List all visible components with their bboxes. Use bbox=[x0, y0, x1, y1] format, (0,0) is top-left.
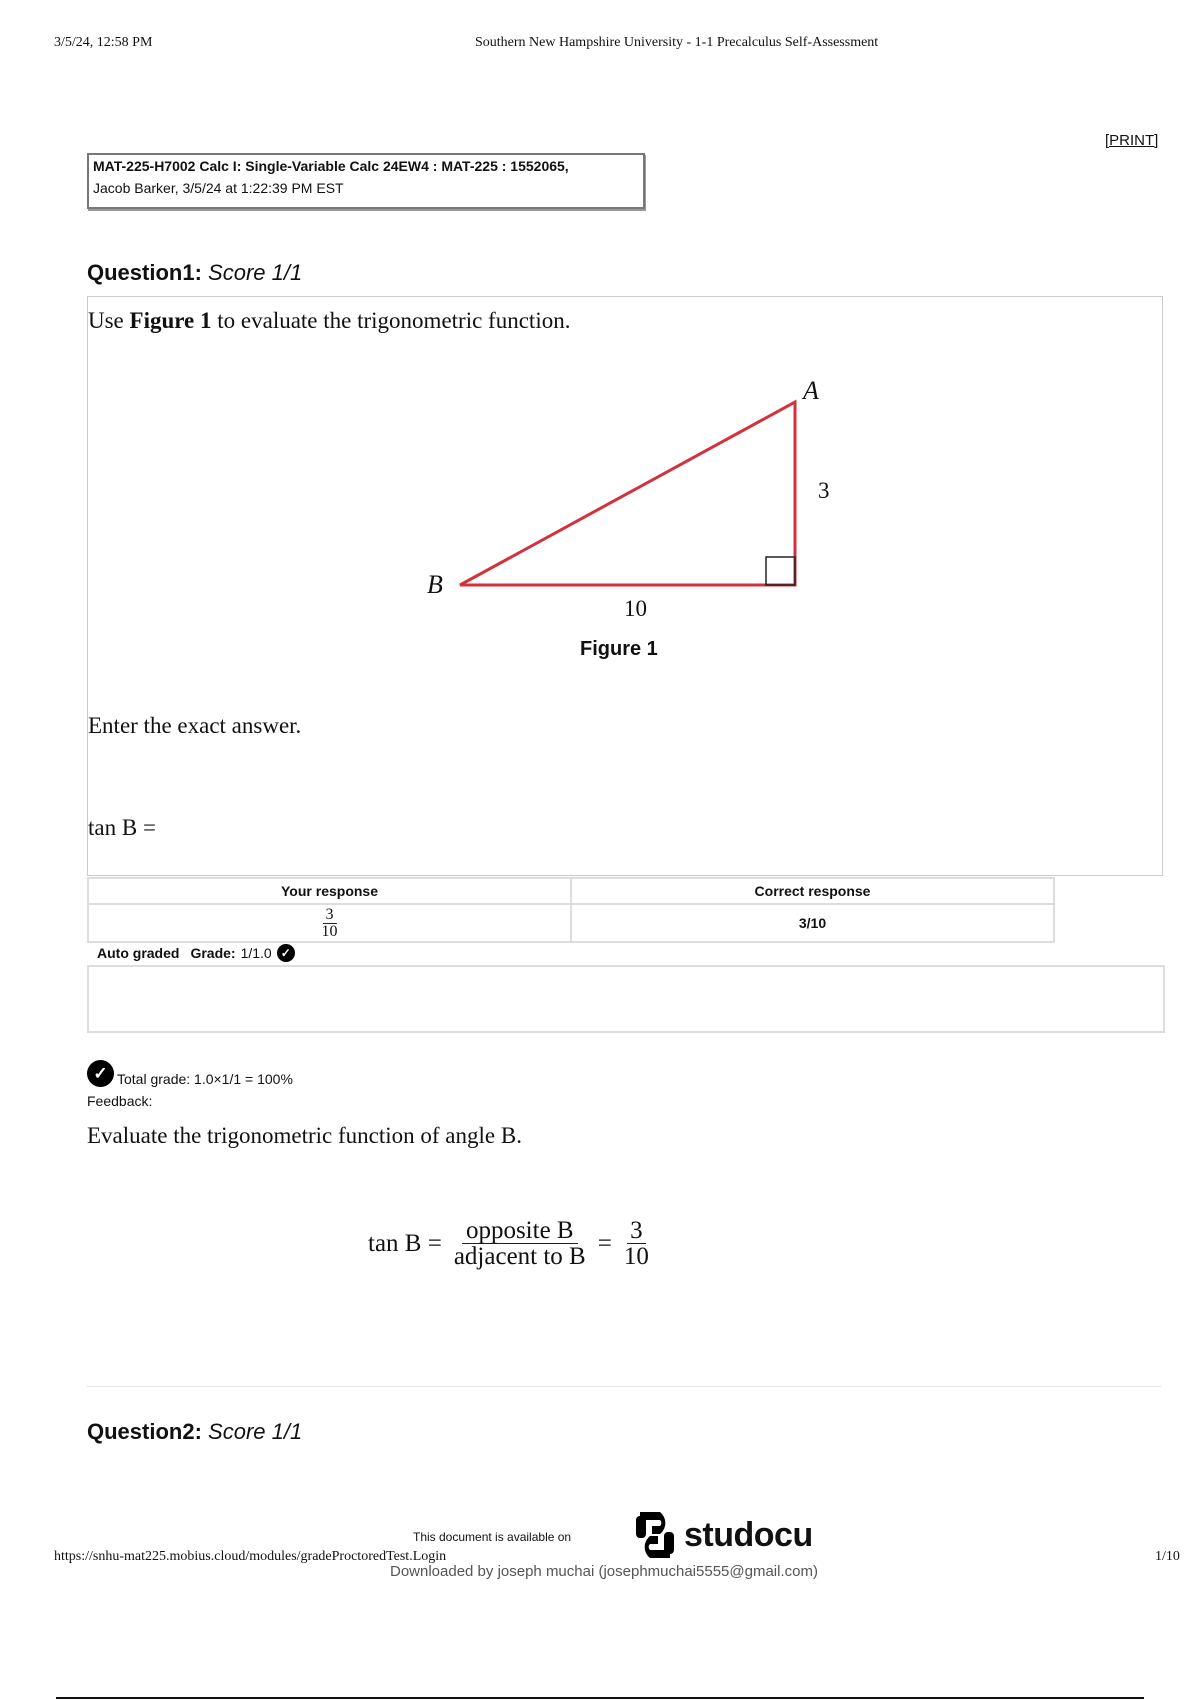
grade-label: Grade: bbox=[190, 945, 236, 961]
fraction-denominator: 10 bbox=[321, 922, 338, 940]
feedback-formula bbox=[368, 1218, 649, 1269]
figure-caption: Figure 1 bbox=[580, 638, 658, 660]
response-table bbox=[87, 877, 1055, 943]
grade-line bbox=[97, 944, 295, 962]
check-circle-icon: ✓ bbox=[277, 944, 295, 962]
page-number: 1/10 bbox=[1155, 1549, 1180, 1564]
side-opposite-label: 3 bbox=[818, 478, 830, 503]
question2-score: Score 1/1 bbox=[208, 1419, 303, 1444]
studocu-brand: studocu bbox=[684, 1515, 813, 1554]
instruction-text: Enter the exact answer. bbox=[88, 713, 302, 738]
total-grade: Total grade: 1.0×1/1 = 100% bbox=[117, 1070, 293, 1087]
vertex-b-label: B bbox=[427, 570, 443, 599]
page-bottom-rule bbox=[56, 1697, 1144, 1699]
figure-1-triangle bbox=[0, 0, 1200, 700]
downloaded-by: Downloaded by joseph muchai (josephmuchai5555@gmail.com) bbox=[390, 1563, 818, 1580]
check-circle-icon: ✓ bbox=[87, 1060, 114, 1087]
feedback-text: Evaluate the trigonometric function of angle B. bbox=[87, 1123, 522, 1148]
correct-response-value: 3/10 bbox=[571, 904, 1054, 942]
fraction-numerator: 3 bbox=[323, 907, 337, 924]
figure-reference: Figure 1 bbox=[129, 308, 212, 333]
result-numerator: 3 bbox=[627, 1218, 646, 1244]
course-title: MAT-225-H7002 Calc I: Single-Variable Calc 24EW4 : MAT-225 : 1552065, bbox=[93, 158, 569, 174]
your-response-value bbox=[88, 904, 571, 942]
formula-denominator: adjacent to B bbox=[453, 1243, 586, 1270]
total-grade-line bbox=[87, 1060, 293, 1087]
comment-box bbox=[87, 965, 1165, 1033]
footer-url: https://snhu-mat225.mobius.cloud/modules/gradeProctoredTest.Login bbox=[54, 1549, 447, 1564]
side-adjacent-label: 10 bbox=[624, 596, 647, 621]
formula-numerator: opposite B bbox=[462, 1218, 578, 1244]
question2-heading bbox=[87, 1419, 302, 1445]
studocu-logo-icon bbox=[632, 1510, 678, 1560]
available-on-text: This document is available on bbox=[413, 1530, 572, 1544]
right-angle-marker bbox=[766, 557, 795, 585]
student-submission-info: Jacob Barker, 3/5/24 at 1:22:39 PM EST bbox=[93, 180, 344, 196]
formula-lhs: tan B = bbox=[368, 1229, 442, 1257]
question1-score: Score 1/1 bbox=[208, 260, 303, 285]
vertex-a-label: A bbox=[803, 376, 819, 405]
print-title: Southern New Hampshire University - 1-1 Precalculus Self-Assessment bbox=[475, 35, 879, 50]
print-link[interactable]: [PRINT] bbox=[1105, 132, 1159, 149]
prompt-text: to evaluate the trigonometric function. bbox=[217, 308, 571, 333]
correct-response-header: Correct response bbox=[571, 878, 1054, 904]
studocu-logo[interactable] bbox=[632, 1510, 813, 1560]
prompt-text: Use bbox=[88, 308, 124, 333]
print-datetime: 3/5/24, 12:58 PM bbox=[54, 35, 153, 50]
question1-label: Question1: bbox=[87, 260, 202, 285]
triangle-shape bbox=[460, 402, 795, 585]
auto-graded-label: Auto graded bbox=[97, 945, 180, 961]
result-denominator: 10 bbox=[623, 1243, 649, 1270]
question2-label: Question2: bbox=[87, 1419, 202, 1444]
question-divider bbox=[87, 1386, 1161, 1387]
formula-equals: = bbox=[597, 1229, 612, 1257]
feedback-label: Feedback: bbox=[87, 1093, 153, 1109]
grade-value: 1/1.0 bbox=[240, 945, 272, 961]
your-response-header: Your response bbox=[88, 878, 571, 904]
answer-prompt: tan B = bbox=[88, 815, 156, 840]
